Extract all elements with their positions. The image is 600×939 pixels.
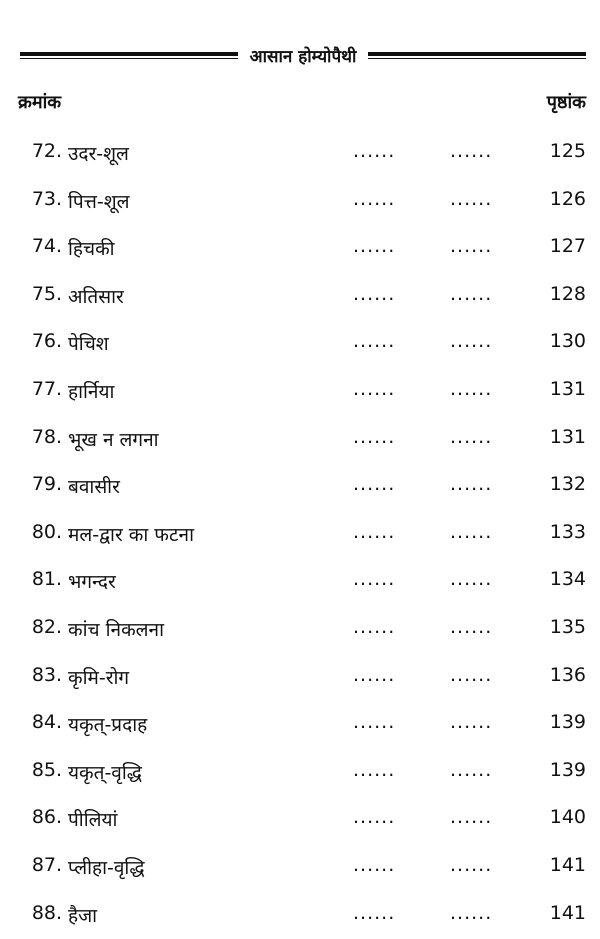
list-item xyxy=(18,511,586,559)
leader-dots: ...... xyxy=(353,473,395,495)
list-item xyxy=(18,416,586,464)
page-column-header: पृष्ठांक xyxy=(547,90,586,114)
leader-dots: ...... xyxy=(353,426,395,448)
entry-separator: . xyxy=(56,902,62,924)
entry-page-number: 141 xyxy=(550,854,586,876)
entry-page-number: 131 xyxy=(550,378,586,400)
entry-number: 82 xyxy=(18,616,56,638)
list-item xyxy=(18,130,586,178)
header-rule-right xyxy=(368,52,586,59)
entry-separator: . xyxy=(56,711,62,733)
list-item xyxy=(18,463,586,511)
entry-page-number: 128 xyxy=(550,283,586,305)
leader-dots: ...... xyxy=(450,616,492,638)
entry-title: प्लीहा-वृद्धि xyxy=(68,854,145,880)
entry-page-number: 130 xyxy=(550,330,586,352)
entry-separator: . xyxy=(56,283,62,305)
entry-number: 79 xyxy=(18,473,56,495)
entry-page-number: 133 xyxy=(550,521,586,543)
entry-title: यकृत्-वृद्धि xyxy=(68,759,142,785)
entry-title: उदर-शूल xyxy=(68,140,129,166)
entry-number: 78 xyxy=(18,426,56,448)
list-item xyxy=(18,654,586,702)
list-item xyxy=(18,892,586,939)
entry-page-number: 127 xyxy=(550,235,586,257)
entry-separator: . xyxy=(56,140,62,162)
entry-title: हिचकी xyxy=(68,235,115,261)
serial-column-header: क्रमांक xyxy=(18,90,61,114)
entry-separator: . xyxy=(56,330,62,352)
leader-dots: ...... xyxy=(353,283,395,305)
entry-page-number: 141 xyxy=(550,902,586,924)
entry-title: भूख न लगना xyxy=(68,426,159,452)
entry-separator: . xyxy=(56,235,62,257)
entry-number: 76 xyxy=(18,330,56,352)
leader-dots: ...... xyxy=(450,759,492,781)
list-item xyxy=(18,225,586,273)
entry-page-number: 135 xyxy=(550,616,586,638)
list-item xyxy=(18,368,586,416)
leader-dots: ...... xyxy=(450,568,492,590)
leader-dots: ...... xyxy=(450,235,492,257)
entry-separator: . xyxy=(56,806,62,828)
leader-dots: ...... xyxy=(353,616,395,638)
entry-number: 88 xyxy=(18,902,56,924)
list-item xyxy=(18,273,586,321)
list-item xyxy=(18,178,586,226)
running-header xyxy=(20,40,586,70)
list-item xyxy=(18,558,586,606)
entry-number: 77 xyxy=(18,378,56,400)
entry-number: 73 xyxy=(18,188,56,210)
entry-title: अतिसार xyxy=(68,283,124,309)
entry-page-number: 139 xyxy=(550,711,586,733)
leader-dots: ...... xyxy=(353,711,395,733)
entry-number: 80 xyxy=(18,521,56,543)
leader-dots: ...... xyxy=(450,521,492,543)
entry-page-number: 131 xyxy=(550,426,586,448)
leader-dots: ...... xyxy=(353,235,395,257)
leader-dots: ...... xyxy=(353,568,395,590)
entry-title: भगन्दर xyxy=(68,568,116,594)
list-item xyxy=(18,749,586,797)
entry-page-number: 140 xyxy=(550,806,586,828)
entry-separator: . xyxy=(56,568,62,590)
entry-number: 81 xyxy=(18,568,56,590)
entry-separator: . xyxy=(56,473,62,495)
entry-number: 74 xyxy=(18,235,56,257)
entry-separator: . xyxy=(56,188,62,210)
leader-dots: ...... xyxy=(450,330,492,352)
header-rule-left xyxy=(20,52,238,59)
book-title: आसान होम्योपैथी xyxy=(238,44,369,67)
entry-number: 75 xyxy=(18,283,56,305)
list-item xyxy=(18,701,586,749)
leader-dots: ...... xyxy=(353,902,395,924)
leader-dots: ...... xyxy=(450,188,492,210)
entry-number: 83 xyxy=(18,664,56,686)
entry-title: पीलियां xyxy=(68,806,117,832)
entry-page-number: 132 xyxy=(550,473,586,495)
leader-dots: ...... xyxy=(450,140,492,162)
leader-dots: ...... xyxy=(450,664,492,686)
entry-page-number: 134 xyxy=(550,568,586,590)
list-item xyxy=(18,844,586,892)
column-headers xyxy=(18,90,586,114)
entry-title: कृमि-रोग xyxy=(68,664,129,690)
entry-number: 84 xyxy=(18,711,56,733)
entry-title: पेचिश xyxy=(68,330,109,356)
leader-dots: ...... xyxy=(353,854,395,876)
leader-dots: ...... xyxy=(450,806,492,828)
entry-number: 87 xyxy=(18,854,56,876)
leader-dots: ...... xyxy=(450,378,492,400)
entry-page-number: 125 xyxy=(550,140,586,162)
entry-number: 72 xyxy=(18,140,56,162)
leader-dots: ...... xyxy=(450,711,492,733)
entry-title: हैजा xyxy=(68,902,97,928)
entry-title: मल-द्वार का फटना xyxy=(68,521,194,547)
leader-dots: ...... xyxy=(353,330,395,352)
entry-separator: . xyxy=(56,426,62,448)
entry-number: 86 xyxy=(18,806,56,828)
entry-separator: . xyxy=(56,616,62,638)
leader-dots: ...... xyxy=(353,521,395,543)
leader-dots: ...... xyxy=(353,759,395,781)
leader-dots: ...... xyxy=(450,902,492,924)
entry-title: यकृत्-प्रदाह xyxy=(68,711,147,737)
leader-dots: ...... xyxy=(353,664,395,686)
entry-separator: . xyxy=(56,854,62,876)
entry-separator: . xyxy=(56,378,62,400)
entry-page-number: 136 xyxy=(550,664,586,686)
list-item xyxy=(18,606,586,654)
list-item xyxy=(18,796,586,844)
entry-page-number: 126 xyxy=(550,188,586,210)
leader-dots: ...... xyxy=(450,283,492,305)
entry-title: कांच निकलना xyxy=(68,616,164,642)
leader-dots: ...... xyxy=(450,426,492,448)
entry-page-number: 139 xyxy=(550,759,586,781)
entry-title: पित्त-शूल xyxy=(68,188,130,214)
contents-list xyxy=(18,130,586,939)
leader-dots: ...... xyxy=(353,378,395,400)
leader-dots: ...... xyxy=(450,854,492,876)
entry-title: हार्निया xyxy=(68,378,114,404)
leader-dots: ...... xyxy=(450,473,492,495)
leader-dots: ...... xyxy=(353,806,395,828)
list-item xyxy=(18,320,586,368)
leader-dots: ...... xyxy=(353,140,395,162)
entry-title: बवासीर xyxy=(68,473,120,499)
entry-separator: . xyxy=(56,759,62,781)
leader-dots: ...... xyxy=(353,188,395,210)
entry-separator: . xyxy=(56,664,62,686)
entry-separator: . xyxy=(56,521,62,543)
entry-number: 85 xyxy=(18,759,56,781)
